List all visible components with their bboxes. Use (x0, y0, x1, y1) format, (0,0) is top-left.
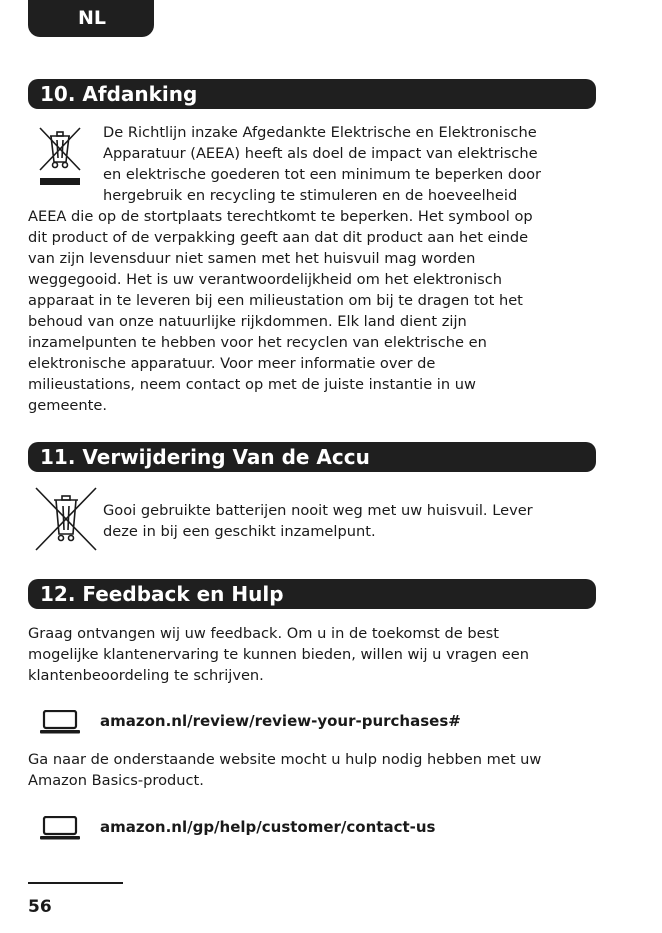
section-10-body: AEEA die op de stortplaats terechtkomt te beperken. Het symbool op dit product of de verpakking geeft aan dat dit product aan het einde van zijn levensduur niet samen met het huisvuil mag worden weggegooid. Het is uw verantwoordelijkheid om het elektronisch apparaat in te leveren bij een milieustation om bij te dragen tot het behoud van onze natuurlijke rijkdommen. Elk land dient zijn inzamelpunten te hebben voor het recyclen van elektrische en elektronische apparatuur. Voor meer informatie over de milieustations, neem contact op met de juiste instantie in uw gemeente. (28, 208, 533, 414)
footer-divider (28, 882, 123, 884)
section-10-heading: 10. Afdanking (28, 79, 596, 109)
contact-url-link[interactable]: amazon.nl/gp/help/customer/contact-us (100, 818, 436, 836)
weee-bin-icon (36, 122, 86, 188)
section-11-text: Gooi gebruikte batterijen nooit weg met uw huisvuil. Lever deze in bij een geschikt inzamelpunt. (103, 502, 533, 540)
battery-bin-icon (34, 486, 98, 552)
laptop-icon (40, 816, 80, 840)
section-12-intro: Graag ontvangen wij uw feedback. Om u in de toekomst de best mogelijke klantenervaring te kunnen bieden, willen wij u vragen een klantenbeoordeling te schrijven. (28, 625, 529, 684)
section-12-heading: 12. Feedback en Hulp (28, 579, 596, 609)
section-10-intro: De Richtlijn inzake Afgedankte Elektrische en Elektronische Apparatuur (AEEA) heeft als doel de impact van elektrische en elektrische goederen tot een minimum te beperken door hergebruik en recycling te stimuleren en de hoeveelheid (103, 124, 542, 204)
language-tab: NL (28, 0, 154, 37)
review-url-link[interactable]: amazon.nl/review/review-your-purchases# (100, 712, 461, 730)
laptop-icon (40, 710, 80, 734)
section-11-heading: 11. Verwijdering Van de Accu (28, 442, 596, 472)
section-12-help-text: Ga naar de onderstaande website mocht u hulp nodig hebben met uw Amazon Basics-product. (28, 751, 542, 789)
page-number: 56 (28, 897, 52, 917)
